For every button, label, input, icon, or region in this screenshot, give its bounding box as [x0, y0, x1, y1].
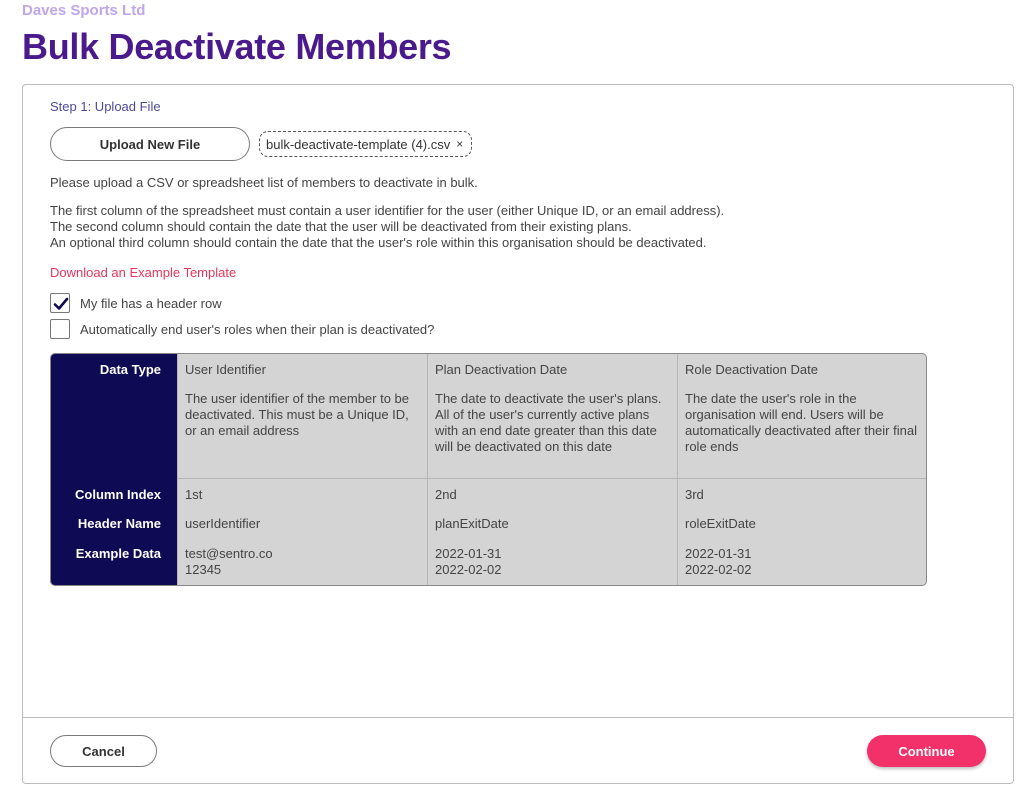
- example-value: 2022-02-02: [685, 562, 752, 577]
- column-format-table: [50, 353, 927, 586]
- instruction-line-3: An optional third column should contain the date that the user's role within this organisation should be deactivated.: [50, 235, 707, 250]
- header-row-option[interactable]: [50, 293, 222, 313]
- example-value: 2022-02-02: [435, 562, 502, 577]
- column-index: 2nd: [435, 487, 457, 502]
- example-value: test@sentro.co: [185, 546, 273, 561]
- column-title: User Identifier: [185, 362, 266, 377]
- cancel-button[interactable]: Cancel: [50, 735, 157, 767]
- remove-file-icon[interactable]: ×: [456, 137, 464, 151]
- table-column-plan-deactivation-date: [427, 354, 677, 585]
- download-template-link[interactable]: Download an Example Template: [50, 265, 237, 280]
- table-row-headers: [51, 354, 177, 585]
- column-example-data: [435, 546, 669, 578]
- column-header-name: roleExitDate: [685, 516, 756, 531]
- header-name-label: Header Name: [77, 516, 161, 531]
- continue-button[interactable]: Continue: [867, 735, 986, 767]
- column-index: 3rd: [685, 487, 704, 502]
- auto-end-roles-label: Automatically end user's roles when their plan is deactivated?: [80, 321, 435, 337]
- column-header-name: planExitDate: [435, 516, 509, 531]
- example-value: 12345: [185, 562, 222, 577]
- column-header-name: userIdentifier: [185, 516, 261, 531]
- step-label: Step 1: Upload File: [50, 99, 161, 114]
- file-name: bulk-deactivate-template (4).csv: [266, 136, 451, 152]
- column-title: Plan Deactivation Date: [435, 362, 568, 377]
- upload-new-file-button[interactable]: Upload New File: [50, 127, 250, 161]
- table-column-user-identifier: [177, 354, 427, 585]
- organisation-name: Daves Sports Ltd: [22, 2, 146, 19]
- column-index: 1st: [185, 487, 203, 502]
- page-title: Bulk Deactivate Members: [22, 26, 452, 67]
- example-value: 2022-01-31: [685, 546, 752, 561]
- instruction-line-2: The second column should contain the date that the user will be deactivated from their existing plans.: [50, 219, 632, 234]
- footer-divider: [23, 717, 1013, 718]
- column-example-data: [685, 546, 920, 578]
- header-row-checkbox[interactable]: [50, 293, 70, 313]
- header-row-label: My file has a header row: [80, 295, 222, 311]
- upload-intro-text: Please upload a CSV or spreadsheet list of members to deactivate in bulk.: [50, 175, 478, 190]
- column-example-data: [185, 546, 419, 578]
- column-title: Role Deactivation Date: [685, 362, 818, 377]
- table-column-role-deactivation-date: [677, 354, 927, 585]
- auto-end-roles-checkbox[interactable]: [50, 319, 70, 339]
- column-description: The date to deactivate the user's plans. All of the user's currently active plans with an end date greater than this date will be deactivated on this date: [435, 391, 662, 454]
- column-index-label: Column Index: [75, 487, 161, 502]
- example-value: 2022-01-31: [435, 546, 502, 561]
- example-data-label: Example Data: [75, 546, 161, 561]
- bulk-deactivate-card: [22, 84, 1014, 784]
- table-row-divider: [177, 478, 927, 479]
- instruction-line-1: The first column of the spreadsheet must contain a user identifier for the user (either Unique ID, or an email address).: [50, 203, 725, 218]
- uploaded-file-chip: [259, 131, 472, 157]
- column-description: The user identifier of the member to be deactivated. This must be a Unique ID, or an email address: [185, 391, 410, 438]
- auto-end-roles-option[interactable]: [50, 319, 434, 339]
- data-type-label: Data Type: [99, 362, 161, 377]
- checkmark-icon: [52, 295, 70, 313]
- column-description: The date the user's role in the organisation will end. Users will be automatically deactivated after their final role ends: [685, 391, 917, 454]
